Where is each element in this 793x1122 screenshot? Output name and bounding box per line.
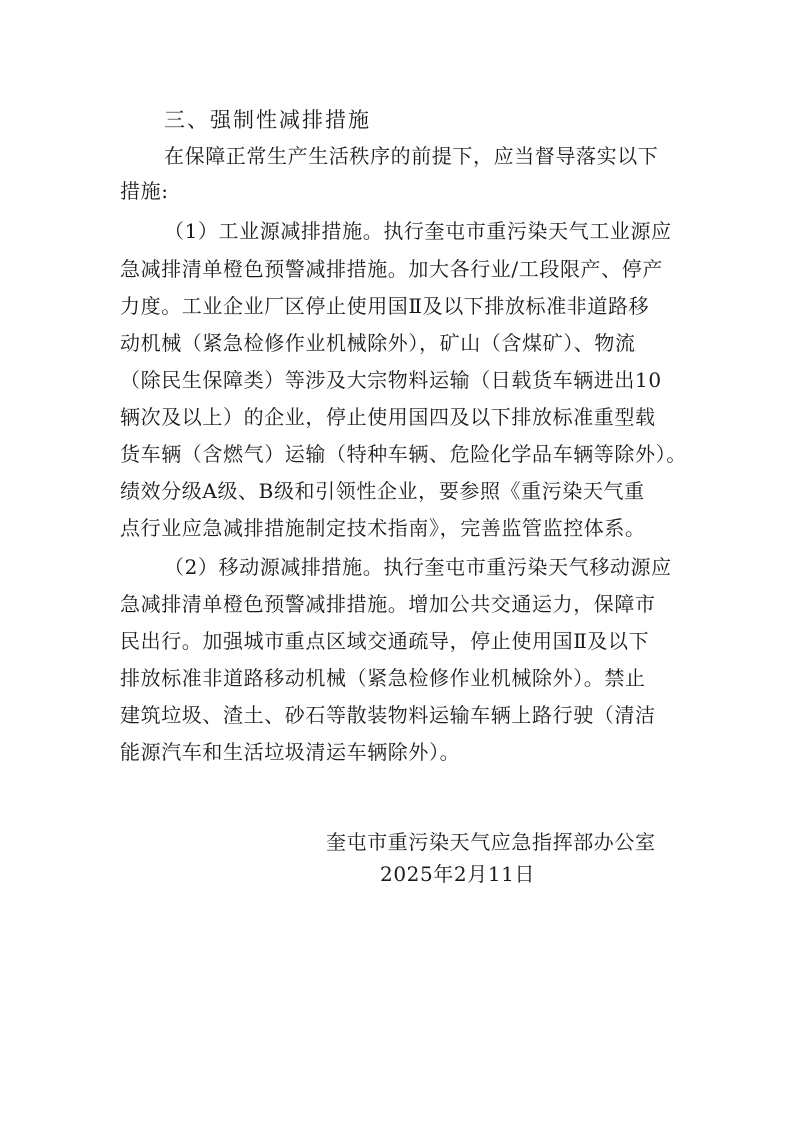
measure1-line-1: （1）工业源减排措施。执行奎屯市重污染天气工业源应 [164,219,672,243]
intro-line-2: 措施: [120,179,169,203]
measure1-line-6: 辆次及以上）的企业，停止使用国四及以下排放标准重型载 [120,405,656,429]
signature-office: 奎屯市重污染天气应急指挥部办公室 [326,830,656,854]
signature-date: 2025年2月11日 [380,862,536,886]
measure2-line-1: （2）移动源减排措施。执行奎屯市重污染天气移动源应 [164,555,672,579]
measure1-line-3: 力度。工业企业厂区停止使用国Ⅱ及以下排放标准非道路移 [120,294,650,318]
measure2-line-6: 能源汽车和生活垃圾清运车辆除外）。 [120,740,461,764]
measure2-line-4: 排放标准非道路移动机械（紧急检修作业机械除外）。禁止 [120,666,646,690]
measure1-line-5: （除民生保障类）等涉及大宗物料运输（日载货车辆进出10 [120,368,662,392]
measure1-line-7: 货车辆（含燃气）运输（特种车辆、危险化学品车辆等除外）。 [120,442,687,466]
intro-line-1: 在保障正常生产生活秩序的前提下，应当督导落实以下 [164,144,659,168]
section-heading: 三、强制性减排措施 [164,108,371,132]
measure2-line-2: 急减排清单橙色预警减排措施。增加公共交通运力，保障市 [120,592,656,616]
measure1-line-8: 绩效分级A级、B级和引领性企业，要参照《重污染天气重 [120,479,645,503]
measure2-line-5: 建筑垃圾、渣土、砂石等散装物料运输车辆上路行驶（清洁 [120,703,656,727]
measure1-line-9: 点行业应急减排措施制定技术指南》，完善监管监控体系。 [120,516,646,540]
measure2-line-3: 民出行。加强城市重点区域交通疏导，停止使用国Ⅱ及以下 [120,629,650,653]
measure1-line-4: 动机械（紧急检修作业机械除外），矿山（含煤矿）、物流 [120,331,636,355]
measure1-line-2: 急减排清单橙色预警减排措施。加大各行业/工段限产、停产 [120,257,663,281]
